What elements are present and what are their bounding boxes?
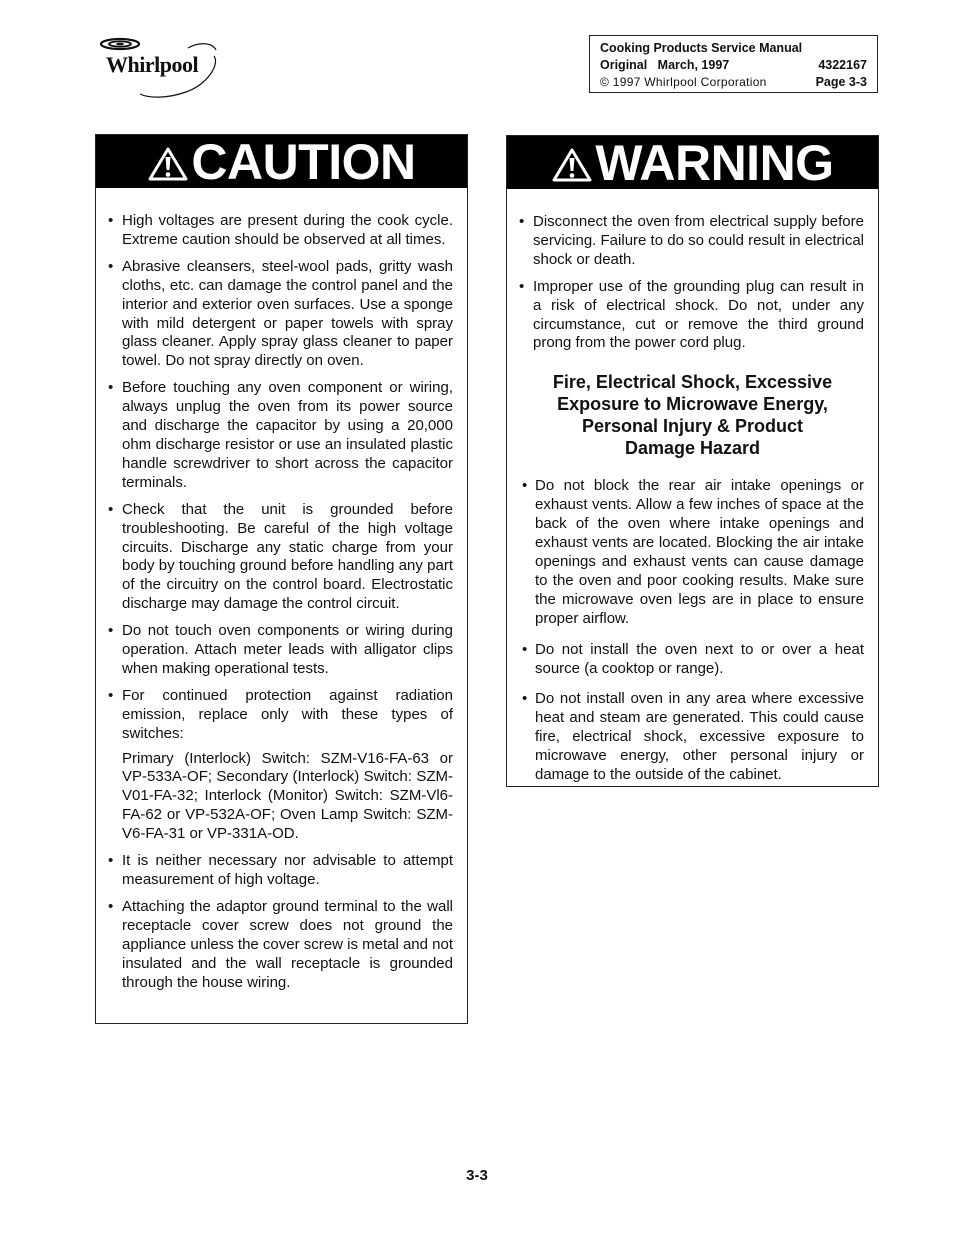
list-item: • Abrasive cleansers, steel-wool pads, gritty wash cloths, etc. can damage the control panel and the interior and exterior oven surfaces. Use a sponge with mild detergent or paper towels with spray glass cleaner. Apply spray glass cleaner to paper towel. Do not spray directly on oven. (96, 258, 453, 371)
status: Original (600, 58, 648, 72)
brand-wordmark: Whirlpool (106, 52, 199, 77)
alert-triangle-icon (147, 146, 189, 182)
switch-list: Primary (Interlock) Switch: SZM-V16-FA-63 or VP-533A-OF; Secondary (Interlock) Switch: SZM-V01-FA-32; Interlock (Monitor) Switch: SZM-Vl6-FA-62 or VP-532A-OF; Oven Lamp Switch: SZM-V6-FA-31 or VP-331A-OD. (122, 749, 453, 843)
header-copyright-row (600, 74, 867, 91)
part-number: 4322167 (818, 58, 867, 72)
list-item: • For continued protection against radiation emission, replace only with these types of switches: (96, 687, 453, 744)
list-item: • Do not install the oven next to or over a heat source (a cooktop or range). (507, 641, 864, 679)
list-item: • Do not touch oven components or wiring during operation. Attach meter leads with alligator clips when making operational tests. (96, 622, 453, 679)
page-label: Page 3-3 (815, 75, 867, 89)
list-item: • High voltages are present during the cook cycle. Extreme caution should be observed at all times. (96, 212, 453, 250)
manual-title: Cooking Products Service Manual (600, 41, 803, 55)
list-item: • It is neither necessary nor advisable to attempt measurement of high voltage. (96, 852, 453, 890)
caution-heading: CAUTION (191, 133, 416, 190)
copyright: © 1997 Whirlpool Corporation (600, 75, 767, 89)
list-item: • Before touching any oven component or wiring, always unplug the oven from its power source and discharge the capacitor by using a 20,000 ohm discharge resistor or use an insulated plastic handle screwdriver to short across the capacitor terminals. (96, 379, 453, 492)
list-item: • Disconnect the oven from electrical supply before servicing. Failure to do so could result in electrical shock or death. (507, 213, 864, 270)
alert-triangle-icon (551, 147, 593, 183)
whirlpool-logo (96, 34, 236, 104)
warning-list (507, 189, 878, 353)
list-item: • Check that the unit is grounded before troubleshooting. Be careful of the high voltage circuits. Discharge any static charge from your body by touching ground before handling any part of the circuitry on the control board. Electrostatic discharge may damage the control circuit. (96, 501, 453, 614)
warning-heading: WARNING (595, 134, 834, 191)
hazard-heading: Fire, Electrical Shock, Excessive Exposure to Microwave Energy, Personal Injury & Product Damage Hazard (552, 372, 833, 459)
list-item: • Do not block the rear air intake openings or exhaust vents. Allow a few inches of space at the back of the oven where intake openings and exhaust vents are located. Blocking the air intake openings and exhaust vents can cause damage to the oven and poor cooking results. Make sure the microwave oven legs are in place to ensure proper airflow. (507, 477, 864, 628)
list-item: • Attaching the adaptor ground terminal to the wall receptacle cover screw does not ground the appliance unless the cover screw is metal and not insulated and the wall receptacle is grounded through the house wiring. (96, 898, 453, 993)
caution-list (96, 188, 467, 744)
issue-date: March, 1997 (657, 58, 730, 72)
header-title-row (600, 40, 867, 57)
header-date-row (600, 57, 867, 74)
caution-list-continued (96, 852, 467, 992)
caution-panel (95, 134, 468, 1024)
caution-banner (96, 135, 467, 188)
list-item: • Improper use of the grounding plug can result in a risk of electrical shock. Do not, under any circumstance, cut or remove the third ground prong from the power cord plug. (507, 278, 864, 354)
page-number: 3-3 (466, 1167, 488, 1184)
list-item: • Do not install oven in any area where excessive heat and steam are generated. This could cause fire, electrical shock, excessive exposure to microwave energy, other personal injury or damage to the outside of the cabinet. (507, 690, 864, 785)
hazard-list (507, 477, 878, 785)
warning-banner (507, 136, 878, 189)
manual-header (589, 35, 878, 93)
warning-panel (506, 135, 879, 787)
